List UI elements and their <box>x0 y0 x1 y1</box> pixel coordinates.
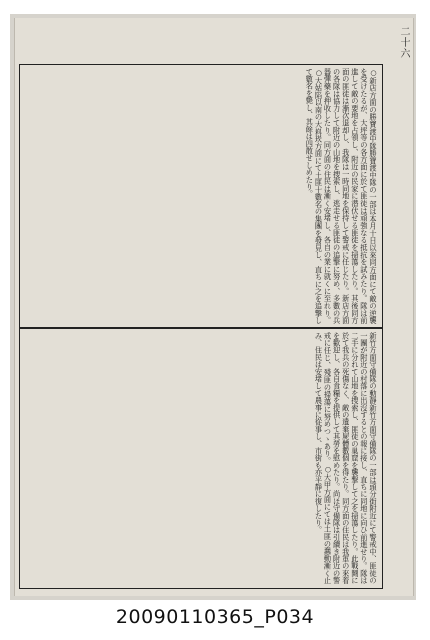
article-lower-text <box>314 332 378 584</box>
text-frame <box>19 64 383 589</box>
article-upper-body: 勝寶渡中隊の一部は本月十日以來同方面にて敵の逆襲を受けたるが、大坪等の各方面に於て匪徒は頑強なる抵抗を試みたり。隊は前進して敵の要地を占領し、附近の民家に潜伏せる匪徒を掃蕩したり。其後同方面の匪徒は漸次退却し、我隊は一時同地を保持して警戒に任じたり。新店方面の各隊は協力して附近の山地を捜索し、逃走せる匪徒の追撃に努め、多數の兵器彈藥を押收したり。同方面の住民は漸く安堵し、各自の業に就くに至れり。○大姑陷以南の大嵙崁方面にて土匪十數名の集團を發見し、直ちに之を追撃して數名を斃し、其餘は四散せしめたり。 <box>305 68 378 324</box>
article-lower-body: 新竹方面守備隊の一部は頭分街附近にて警戒中、匪徒の一團が附近の村落に出沒するとの報に接し、直ちに同地に向ひ前進せり。隊は二手に分れて山地を捜索し、匪徒の巢窟を襲撃して之を掃蕩したり。此戰鬪に於て我兵の死傷なく、敵の遺棄屍體數個を得たり。同方面の住民は我軍の來着を歡迎し、各自食糧を提供して其勞を慰めたり。尚ほ守備隊は引續き附近の警戒に任じ、殘匪の掃蕩に努めつゝあり。○大甲方面にては土匪の蠢動漸く止み、住民は安堵して農事に從事し、市街も亦平靜に復したり。 <box>314 332 378 584</box>
image-id-caption: 20090110365_P034 <box>115 606 315 628</box>
page-number: 二十六 <box>398 26 409 59</box>
article-lower <box>20 329 382 587</box>
document-page <box>14 18 414 596</box>
article-upper-title: ○新店方面の勝寶渡中隊 <box>369 68 378 150</box>
article-upper-text <box>305 68 378 324</box>
article-upper <box>20 65 382 327</box>
article-lower-title: 新竹方面守備隊の動靜 <box>369 332 378 404</box>
